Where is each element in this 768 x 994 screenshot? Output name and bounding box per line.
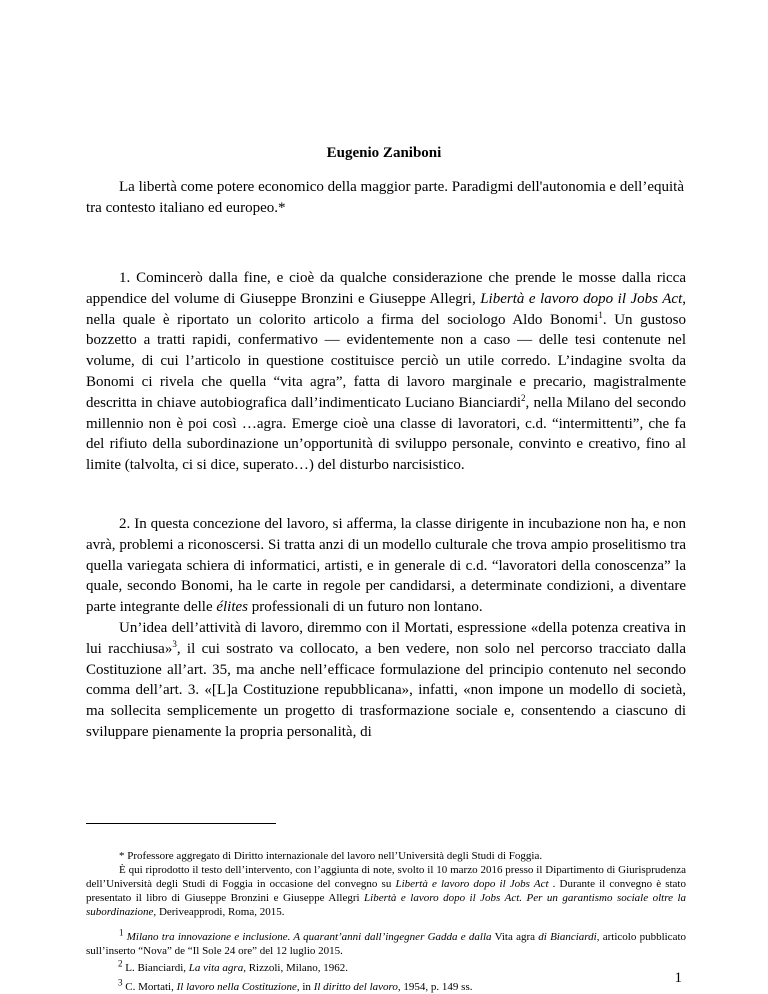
paragraph-1-text-e: , nella Milano del secondo millennio non è poi così …agra. Emerge cioè una classe di lavoratori, c.d. “intermittenti”, che fa del rifiuto della subordinazione un’opportunità di sviluppo personale, convinto e creativo, fino al limite (talvolta, ci si dice, superato…) del disturbo narcisistico. xyxy=(86,394,686,474)
footnote-2-text-a: L. Bianciardi, xyxy=(125,962,189,974)
article-title: La libertà come potere economico della maggior parte. Paradigmi dell'autonomia e dell’equità tra contesto italiano ed europeo.* xyxy=(86,179,684,216)
footnote-2-text-c: , Rizzoli, Milano, 1962. xyxy=(243,962,348,974)
elites-italic: élites xyxy=(216,599,249,616)
paragraph-3-text-b: , il cui sostrato va collocato, a ben vedere, non solo nel percorso tracciato dalla Costituzione all’art. 35, ma anche nell’efficace formulazione del principio contenuto nel secondo comma dell’art. 3. «[L]a Costituzione repubblicana», infatti, «non impone un modello di società, ma sollecita semplicemente un progetto di trasformazione sociale e, consentendo a ciascuno di sviluppare pienamente la propria personalità, di xyxy=(86,640,686,740)
author-name: Eugenio Zaniboni xyxy=(326,145,442,161)
paragraph-3-text-a: Un’idea dell’attività di lavoro, diremmo con il Mortati, espressione «della potenza creativa in lui racchiusa» xyxy=(86,620,686,657)
paragraph-1 xyxy=(86,268,686,476)
footnote-star-text-1: È qui riprodotto il testo dell’intervento, con l’aggiunta di note, svolto il 10 marzo 2016 presso il Dipartimento di Giurisprudenza dell’Università degli Studi di Foggia in occasione del convegno su xyxy=(86,864,686,890)
footnote-3-text-c: , in xyxy=(296,981,314,993)
paragraph-3 xyxy=(86,618,686,743)
paragraph-1-text-d: . Un gustoso bozzetto a tratti rapidi, confermativo — evidentemente non a caso — delle tesi contenute nel volume, di cui l’articolo in questione costituisce perciò un utile corredo. L’indagine svolta da Bonomi ci rivela che quella “vita agra”, fatta di lavoro marginale e precario, magistralmente descritta in chiave autobiografica dall’indimenticato Luciano Bianciardi xyxy=(86,311,687,411)
footnote-3 xyxy=(118,977,686,994)
footnote-3-italic-d: Il diritto del lavoro xyxy=(313,981,398,993)
footnote-1 xyxy=(86,927,687,958)
footnote-star-italic-1: Libertà e lavoro dopo il Jobs Act xyxy=(395,878,549,890)
footnote-1-text-b: Vita agra xyxy=(491,931,539,943)
paragraph-2-text-a: 2. In questa concezione del lavoro, si afferma, la classe dirigente in incubazione non ha, e non avrà, problemi a riconoscersi. Si tratta anzi di un modello culturale che trova ampio proselitismo tra quella variegata schiera di informatici, artisti, e in generale di c.d. “lavoratori della conoscenza” la quale, secondo Bonomi, ha le carte in regole per candidarsi, a determinate condizioni, a diventare parte integrante delle xyxy=(86,516,686,616)
footnote-3-text-a: C. Mortati, xyxy=(125,981,177,993)
footnote-star-affiliation: * Professore aggregato di Diritto internazionale del lavoro nell’Università degli Studi di Foggia. xyxy=(119,850,543,862)
paragraph-2 xyxy=(86,514,686,618)
footnote-2-number: 2 xyxy=(118,958,123,969)
footnote-star-italic-2: Libertà e lavoro dopo il Jobs Act. Per un garantismo sociale oltre la subordinazione, xyxy=(86,892,686,918)
footnote-3-number: 3 xyxy=(118,977,123,988)
paragraph-2-text-c: professionali di un futuro non lontano. xyxy=(248,599,483,616)
footnote-2-italic-b: La vita agra xyxy=(188,962,244,974)
footnote-ref-2[interactable]: 2 xyxy=(521,392,526,403)
footnote-separator xyxy=(86,823,276,824)
footnote-ref-3[interactable]: 3 xyxy=(172,638,177,649)
footnote-star-text-2: . Durante il convegno è stato presentato il libro di Giuseppe Bronzini e Giuseppe Allegri xyxy=(86,878,686,904)
footnote-star-note xyxy=(86,863,686,919)
footnote-3-italic-b: Il lavoro nella Costituzione xyxy=(176,981,297,993)
footnote-1-italic-c: di Bianciardi xyxy=(538,931,597,943)
footnote-1-number: 1 xyxy=(119,927,124,938)
page-number: 1 xyxy=(674,970,682,986)
footnote-star-text-3: Deriveapprodi, Roma, 2015. xyxy=(156,906,285,918)
footnote-3-text-e: , 1954, p. 149 ss. xyxy=(397,981,473,993)
footnote-ref-1[interactable]: 1 xyxy=(598,309,603,320)
paragraph-1-text-c: , nella quale è riportato un colorito articolo a firma del sociologo Aldo Bonomi xyxy=(86,290,686,328)
footnote-2 xyxy=(118,958,686,975)
footnote-1-italic-a: Milano tra innovazione e inclusione. A quarant’anni dall’ingegner Gadda e dalla xyxy=(126,931,492,943)
footnote-1-text-d: , articolo pubblicato sull’inserto “Nova” de “Il Sole 24 ore” del 12 luglio 2015. xyxy=(86,931,687,957)
paragraph-1-text-a: 1. Comincerò dalla fine, e cioè da qualche considerazione che prende le mosse dalla ricca appendice del volume di Giuseppe Bronzini e Giuseppe Allegri, xyxy=(86,270,686,307)
footnote-star xyxy=(86,849,686,919)
book-title-italic: Libertà e lavoro dopo il Jobs Act xyxy=(480,290,683,307)
